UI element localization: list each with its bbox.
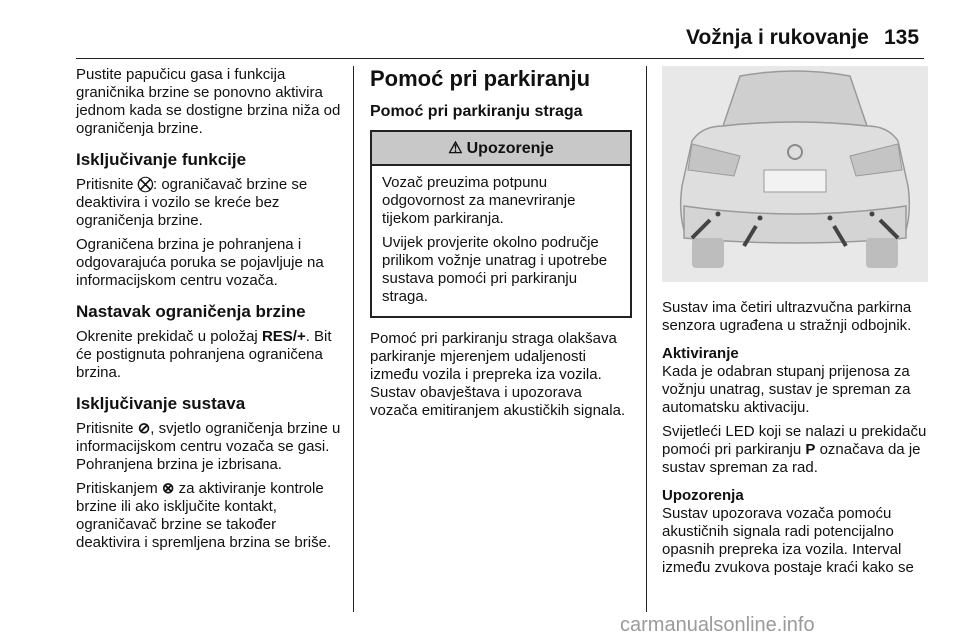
column-2 [370, 66, 632, 426]
paragraph: Pomoć pri parkiranju straga olakšava parkiranje mjerenjem udaljenosti između vozila i prepreka iza vozila. Sustav obavještava i upozorava vozača emitiranjem akustičkih signala. [370, 330, 626, 419]
paragraph: Svijetleći LED koji se nalazi u prekidaču pomoći pri parkiranju P označava da je sustav spreman za rad. [662, 423, 927, 476]
paragraph: Pustite papučicu gasa i funkcija graničnika brzine se ponovno aktivira jednom kada se dostigne brzina niža od ograničenja brzine. [76, 66, 341, 137]
res-plus-label: RES/+ [261, 328, 306, 345]
paragraph: Pritisnite ⛒: ograničavač brzine se deaktivira i vozilo se kreće bez ograničenja brzine. [76, 176, 308, 229]
header-title: Vožnja i rukovanje [686, 26, 869, 49]
section-title: Pomoć pri parkiranju [370, 66, 591, 91]
subsection-title: Pomoć pri parkiranju straga [370, 103, 583, 120]
car-rear-sensor-illustration [662, 66, 928, 282]
paragraph: Pritiskanjem ⊗ za aktiviranje kontrole brzine ili ako isključite kontakt, ograničavač brzine se također deaktivira i spremljena brzina se briše. [76, 480, 332, 551]
warning-text: Uvijek provjerite okolno područje prilikom vožnje unatrag i upotrebe sustava pomoći pri parkiranju straga. [382, 234, 608, 305]
paragraph: Ograničena brzina je pohranjena i odgovarajuća poruka se pojavljuje na informacijskom centru vozača. [76, 236, 324, 289]
speed-limiter-icon: ⊘ [137, 420, 151, 437]
warning-box [370, 130, 632, 318]
warning-triangle-icon: ⚠ [448, 140, 463, 157]
paragraph: Sustav ima četiri ultrazvučna parkirna senzora ugrađena u stražnji odbojnik. [662, 299, 912, 334]
warning-text: Vozač preuzima potpunu odgovornost za manevriranje tijekom parkiranja. [382, 174, 576, 227]
paragraph: Okrenite prekidač u položaj RES/+. Bit će postignuta pohranjena ograničena brzina. [76, 328, 332, 381]
heading-resume-limit: Nastavak ograničenja brzine [76, 302, 306, 321]
paragraph: Sustav upozorava vozača pomoću akustičnih signala radi potencijalno opasnih prepreka iza vozila. Interval između zvukova postaje kraći kako se [662, 505, 914, 576]
column-3 [662, 66, 928, 583]
heading-warnings: Upozorenja [662, 487, 744, 504]
cruise-control-icon: ⊗ [161, 480, 175, 497]
heading-deactivate-system: Isključivanje sustava [76, 394, 246, 413]
parking-assist-icon: P [805, 441, 816, 458]
warning-header: ⚠ Upozorenje [372, 132, 630, 166]
page-number: 135 [884, 26, 920, 49]
paragraph: Pritisnite ⊘, svjetlo ograničenja brzine u informacijskom centru vozača se gasi. Pohranjena brzina je izbrisana. [76, 420, 341, 473]
column-1 [76, 66, 344, 558]
heading-activation: Aktiviranje [662, 345, 739, 362]
column-divider-2 [646, 66, 647, 612]
column-divider-1 [353, 66, 354, 612]
paragraph: Kada je odabran stupanj prijenosa za vožnju unatrag, sustav je spreman za automatsku aktivaciju. [662, 363, 911, 416]
header-rule [76, 58, 924, 59]
heading-deactivate-function: Isključivanje funkcije [76, 150, 247, 169]
watermark: carmanualsonline.info [620, 614, 815, 636]
page-header [0, 26, 960, 56]
limiter-off-icon: ⛒ [137, 176, 153, 193]
